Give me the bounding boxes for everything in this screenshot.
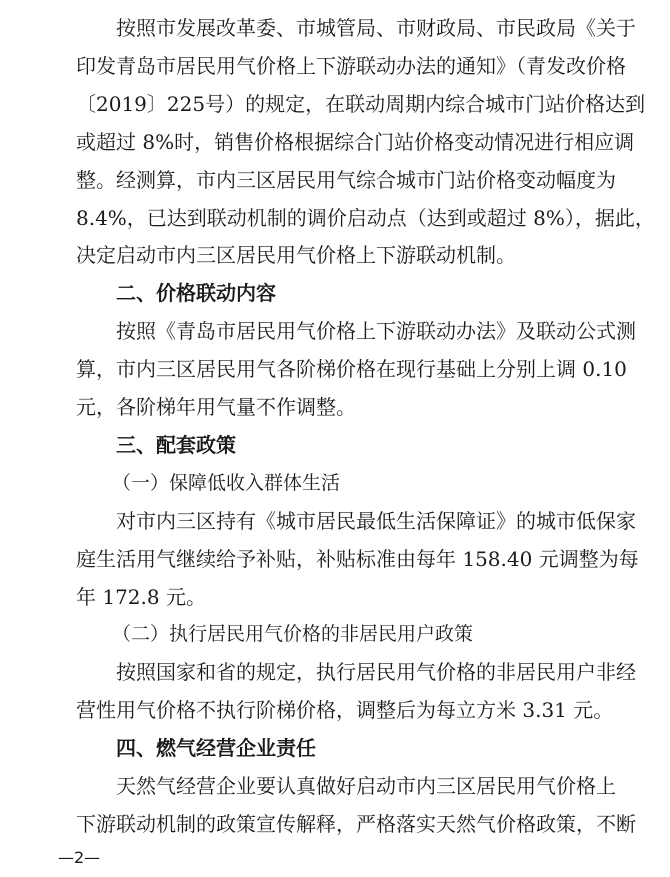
body-line: 或超过 8%时，销售价格根据综合门站价格变动情况进行相应调: [76, 130, 635, 154]
subsection-heading-low-income: （一）保障低收入群体生活: [112, 472, 341, 494]
body-line: 按照国家和省的规定，执行居民用气价格的非居民用户非经: [116, 660, 636, 684]
section-heading-supporting-policy: 三、配套政策: [116, 433, 236, 457]
body-line: 〔2019〕225号）的规定，在联动周期内综合城市门站价格达到: [76, 92, 646, 116]
body-line: 印发青岛市居民用气价格上下游联动办法的通知》（青发改价格: [76, 54, 626, 78]
body-line: 决定启动市内三区居民用气价格上下游联动机制。: [76, 243, 516, 267]
body-line: 8.4%，已达到联动机制的调价启动点（达到或超过 8%），据此，: [76, 206, 655, 230]
body-line: 算，市内三区居民用气各阶梯价格在现行基础上分别上调 0.10: [76, 357, 627, 381]
section-heading-gas-enterprise-responsibility: 四、燃气经营企业责任: [116, 736, 316, 760]
body-line: 天然气经营企业要认真做好启动市内三区居民用气价格上: [116, 774, 616, 798]
page-number: —2—: [58, 848, 101, 867]
body-line: 营性用气价格不执行阶梯价格，调整后为每立方米 3.31 元。: [76, 698, 614, 722]
body-line: 年 172.8 元。: [76, 585, 206, 609]
section-heading-price-linkage: 二、价格联动内容: [116, 281, 276, 305]
body-line: 下游联动机制的政策宣传解释，严格落实天然气价格政策，不断: [76, 812, 636, 836]
body-line: 按照《青岛市居民用气价格上下游联动办法》及联动公式测: [116, 319, 636, 343]
subsection-heading-non-resident-users: （二）执行居民用气价格的非居民用户政策: [112, 623, 474, 645]
body-line: 按照市发展改革委、市城管局、市财政局、市民政局《关于: [116, 16, 636, 40]
body-line: 对市内三区持有《城市居民最低生活保障证》的城市低保家: [116, 509, 636, 533]
body-line: 元，各阶梯年用气量不作调整。: [76, 395, 356, 419]
body-line: 整。经测算，市内三区居民用气综合城市门站价格变动幅度为: [76, 168, 616, 192]
body-line: 庭生活用气继续给予补贴，补贴标准由每年 158.40 元调整为每: [76, 547, 639, 571]
